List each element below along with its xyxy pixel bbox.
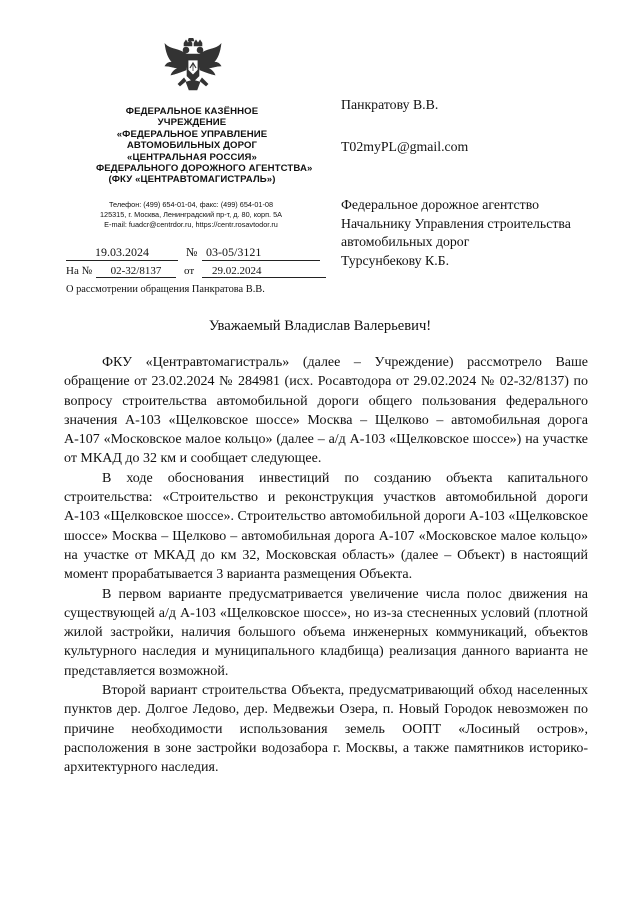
contact-email: E-mail: fuadcr@centrdor.ru, https://centr.rosavtodor.ru	[104, 220, 278, 230]
salutation: Уважаемый Владислав Валерьевич!	[208, 318, 432, 334]
body-paragraph: В ходе обоснования инвестиций по созданию объекта капитального строительства: «Строительство и реконструкция участков автомобильной дороги А-103 «Щелковское шоссе». Строительство автомобильной дороги А-103 «Щелковское шоссе» Москва – Щелково – автомобильная дорога А-107 «Московское малое кольцо» на участке от МКАД до км 32, Московская область» (далее – Объект) в настоящий момент прорабатывается 3 варианта размещения Объекта.	[64, 470, 588, 583]
emblem-icon	[162, 38, 224, 100]
ref-label: На №	[66, 265, 93, 277]
ref-date: 29.02.2024	[202, 265, 326, 278]
ref-from-label: от	[184, 265, 195, 277]
org-line: УЧРЕЖДЕНИЕ	[157, 117, 227, 129]
letter-body	[64, 353, 588, 778]
addressee-name: Панкратову В.В.	[341, 97, 439, 112]
addressee-org-line: Начальнику Управления строительства	[341, 215, 571, 231]
registration-row	[66, 246, 316, 264]
body-paragraph: ФКУ «Центравтомагистраль» (далее – Учреждение) рассмотрело Ваше обращение от 23.02.2024 № 284981 (исх. Росавтодора от 29.02.2024 № 02-32/8137) по вопросу строительства автомобильной дороги общего пользования федерального значения А-103 «Щелковское шоссе» Москва – Щелково – автомобильная дорога А-107 «Московское малое кольцо» (далее – а/д А-103 «Щелковское шоссе») на участке от МКАД до 32 км и сообщает следующее.	[64, 355, 588, 467]
addressee-email: T02myPL@gmail.com	[341, 139, 469, 154]
addressee-org-line: автомобильных дорог	[341, 234, 470, 249]
org-line: (ФКУ «ЦЕНТРАВТОМАГИСТРАЛЬ»)	[108, 174, 276, 186]
addressee-org-line: Федеральное дорожное агентство	[341, 197, 540, 212]
addressee-org-line: Турсунбекову К.Б.	[341, 252, 450, 268]
organization-name	[96, 106, 313, 186]
number-label: №	[186, 245, 198, 259]
ref-number: 02-32/8137	[96, 265, 176, 278]
org-line: «ФЕДЕРАЛЬНОЕ УПРАВЛЕНИЕ	[116, 128, 268, 140]
outgoing-number: 03-05/3121	[202, 245, 320, 261]
contact-info	[90, 200, 292, 231]
reference-row	[66, 263, 316, 281]
contact-address: 125315, г. Москва, Ленинградский пр-т, д. 80, корп. 5А	[99, 210, 283, 220]
body-paragraph: Второй вариант строительства Объекта, предусматривающий обход населенных пунктов дер. Долгое Ледово, дер. Медвежьи Озера, п. Новый Городок невозможен по причине необходимости использования земель ООПТ «Лосиный остров», расположения в зоне застройки водозабора г. Москвы, а также памятников историко-архитектурного наследия.	[64, 683, 588, 776]
contact-phone: Телефон: (499) 654-01-04, факс: (499) 654-01-08	[108, 200, 274, 209]
org-line: ФЕДЕРАЛЬНОЕ КАЗЁННОЕ	[125, 106, 259, 117]
org-line: АВТОМОБИЛЬНЫХ ДОРОГ	[126, 140, 258, 152]
addressee-org	[341, 196, 571, 270]
subject-line: О рассмотрении обращения Панкратова В.В.	[66, 284, 265, 295]
body-paragraph: В первом варианте предусматривается увеличение числа полос движения на существующей а/д А-103 «Щелковское шоссе», но из-за стесненных условий (плотной жилой застройки, наличия большого объема инженерных коммуникаций, объектов культурного наследия и муниципального кладбища) реализация данного варианта не представляется возможной.	[64, 586, 588, 679]
outgoing-date: 19.03.2024	[66, 245, 178, 261]
org-line: ФЕДЕРАЛЬНОГО ДОРОЖНОГО АГЕНТСТВА»	[96, 163, 313, 175]
org-line: «ЦЕНТРАЛЬНАЯ РОССИЯ»	[127, 151, 257, 163]
